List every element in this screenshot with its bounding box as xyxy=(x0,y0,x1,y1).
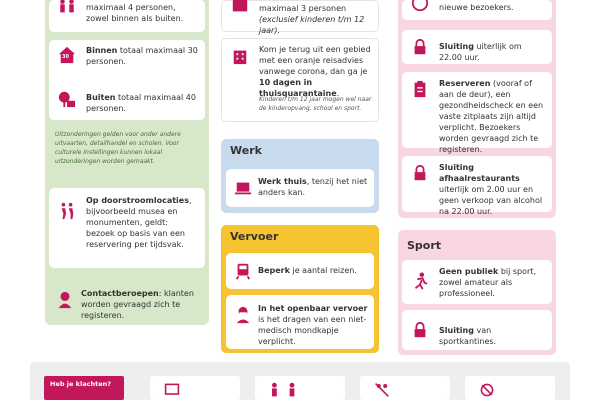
house-30-icon xyxy=(58,46,76,64)
sluiting-card xyxy=(402,30,552,64)
quarantine-text: Kom je terug uit een gebied met een oranje reisadvies vanwege corona, dan ga je 10 dagen in thuisquarantaine. xyxy=(259,45,371,98)
werk-card xyxy=(226,169,374,207)
werk-text: Werk thuis, tenzij het niet anders kan. xyxy=(258,177,368,197)
tree-40-icon xyxy=(58,90,76,108)
exceptions-note: Uitzonderingen gelden voor onder andere uitvaarten, detailhandel en scholen. Voor culturele instellingen kunnen lokaal uitzonderingen worden gemaakt. xyxy=(55,131,181,165)
house-30-badge: 30 xyxy=(62,54,69,60)
geen-publiek-card xyxy=(402,260,552,304)
two-people-icon xyxy=(269,382,299,398)
walking-people-icon xyxy=(58,202,76,220)
vervoer-section xyxy=(221,225,379,353)
werk-title: Werk xyxy=(230,144,262,157)
new-visitors-text: nieuwe bezoekers. xyxy=(439,3,514,12)
clipboard-icon xyxy=(411,80,429,98)
face-mask-icon xyxy=(234,306,252,324)
clock-icon xyxy=(411,0,429,12)
laptop-icon xyxy=(234,179,252,197)
visitors-text: maximaal 3 personen (exclusief kinderen t/m 12 jaar). xyxy=(259,4,365,35)
group-size-card xyxy=(49,0,205,32)
contact-text: Contactberoepen: klanten worden gevraagd zich te registeren. xyxy=(81,289,194,320)
kantine-text: Sluiting van sportkantines. xyxy=(439,326,497,346)
sluiting-text: Sluiting uiterlijk om 22.00 uur. xyxy=(439,42,522,62)
afhaal-card xyxy=(402,156,552,216)
beperk-text: Beperk je aantal reizen. xyxy=(258,266,357,275)
screen-icon xyxy=(164,382,180,398)
visitors-card xyxy=(221,0,379,35)
reserveren-text: Reserveren (vooraf of aan de deur), een gezondheidscheck en een vaste zitplaats zijn altijd verplicht. Bezoekers worden gevraagd zich te registeren. xyxy=(439,79,544,154)
people-group-icon xyxy=(58,0,76,16)
lock-icon-3 xyxy=(411,321,429,339)
bottom-card-3 xyxy=(360,376,450,400)
buiten-text: Buiten totaal maximaal 40 personen. xyxy=(86,93,196,113)
beperk-card xyxy=(226,253,374,289)
train-icon xyxy=(234,262,252,280)
sport-section xyxy=(398,230,556,355)
quarantine-note: Kinderen t/m 12 jaar mogen wel naar de kinderopvang, school en sport. xyxy=(259,96,372,112)
contact-card xyxy=(48,280,202,322)
hairdresser-icon xyxy=(56,291,74,309)
kantine-card xyxy=(402,310,552,350)
reserveren-card xyxy=(402,72,552,154)
runner-icon xyxy=(411,272,429,290)
geen-publiek-text: Geen publiek bij sport, zowel amateur als professioneel. xyxy=(439,267,536,298)
left-column xyxy=(45,0,209,325)
bottom-card-1 xyxy=(150,376,240,400)
new-visitors-card xyxy=(402,0,552,20)
werk-section xyxy=(221,139,379,213)
lock-icon-2 xyxy=(411,164,429,182)
no-handshake-icon xyxy=(479,382,495,398)
klachten-label: Heb je klachten? xyxy=(44,376,124,400)
middle-column xyxy=(221,0,379,122)
group-size-text: maximaal 4 personen, zowel binnen als buiten. xyxy=(86,3,184,23)
vervoer-title: Vervoer xyxy=(230,230,279,243)
doorstroom-card xyxy=(49,188,205,268)
building-icon xyxy=(231,47,249,65)
ov-text: In het openbaar vervoer is het dragen van een niet-medisch mondkapje verplicht. xyxy=(258,304,368,346)
bottom-card-4 xyxy=(465,376,555,400)
venue-limits-card xyxy=(49,40,205,120)
bottom-card-2 xyxy=(255,376,345,400)
sport-title: Sport xyxy=(407,239,442,252)
no-crowd-icon xyxy=(374,382,390,398)
doorstroom-text: Op doorstroomlocaties, bijvoorbeeld musea en monumenten, geldt: bezoek op basis van een reservering per tijdsvak. xyxy=(86,196,192,249)
right-column xyxy=(398,0,556,218)
quarantine-card xyxy=(221,38,379,122)
ov-card xyxy=(226,295,374,349)
house-3-icon xyxy=(231,0,249,15)
lock-icon xyxy=(411,38,429,56)
afhaal-text: Sluiting afhaalrestaurants uiterlijk om 2.00 uur en geen verkoop van alcohol na 22.00 uur. xyxy=(439,163,543,216)
bottom-strip xyxy=(30,362,570,400)
binnen-text: Binnen totaal maximaal 30 personen. xyxy=(86,46,198,66)
